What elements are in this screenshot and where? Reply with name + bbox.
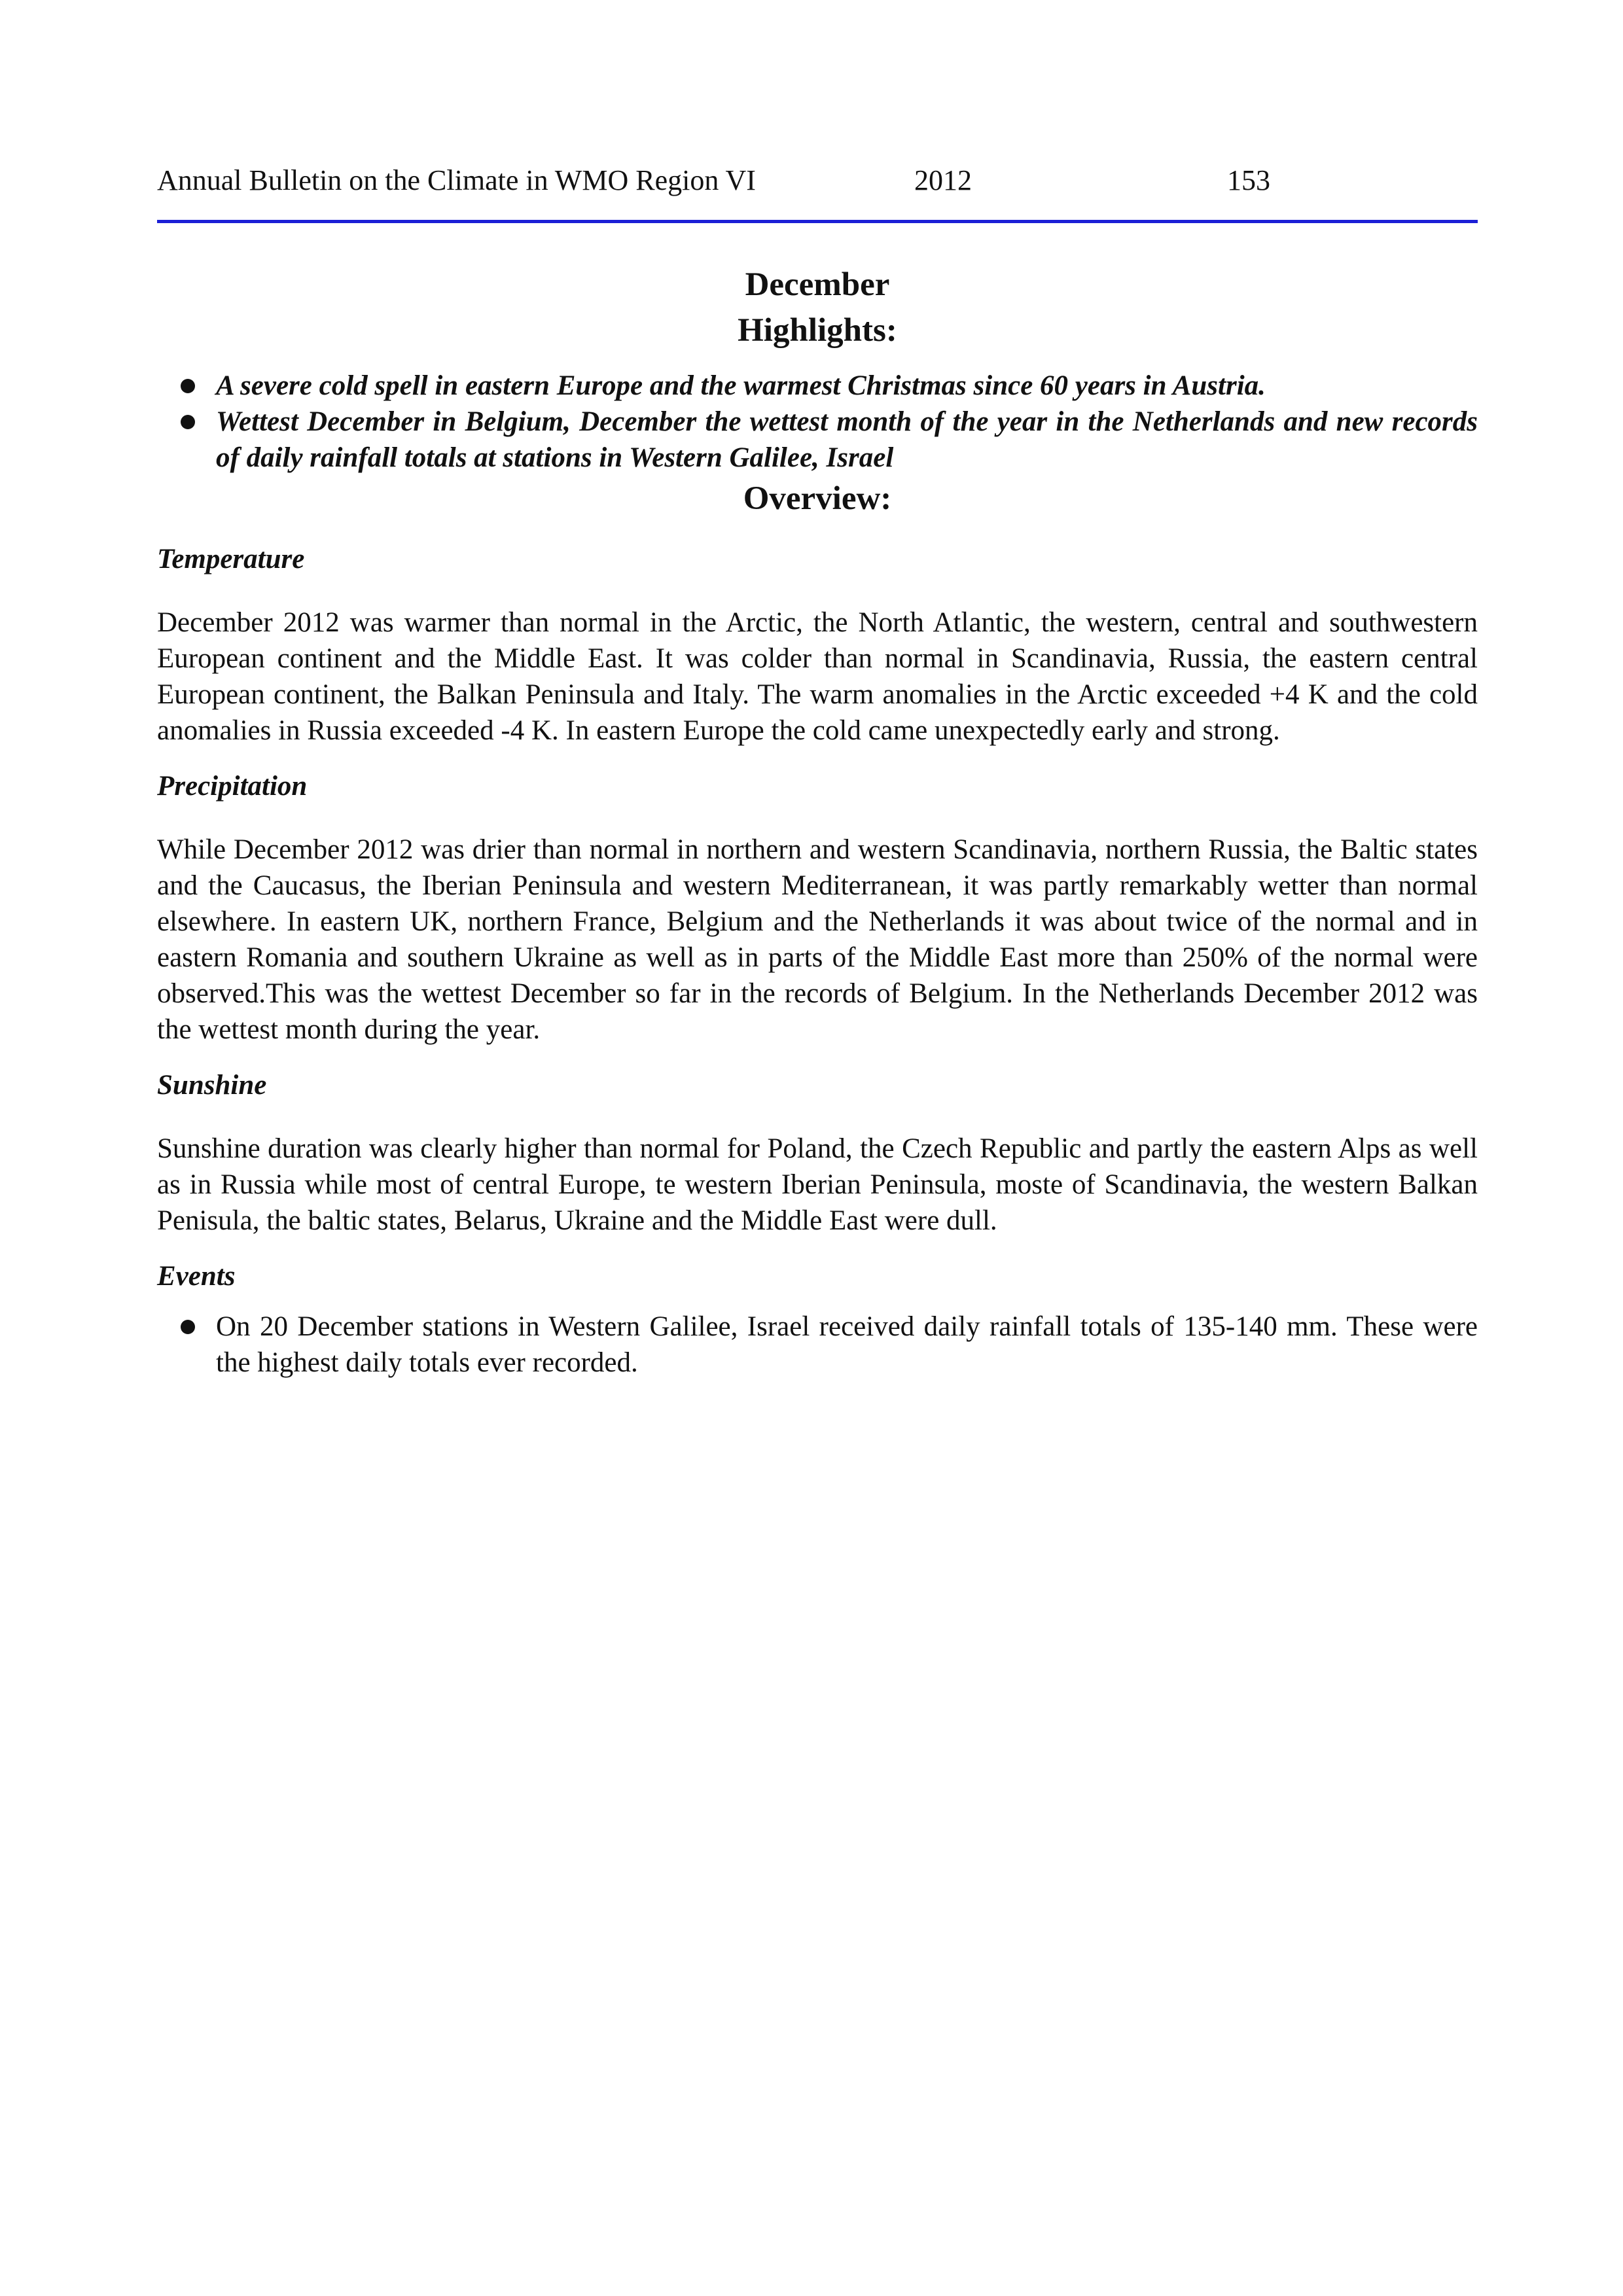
header-rule — [157, 220, 1478, 223]
temperature-paragraph: December 2012 was warmer than normal in the Arctic, the North Atlantic, the western, central and southwestern European continent and the Middle East. It was colder than normal in Scandinavia, Russia, the eastern central European continent, the Balkan Peninsula and Italy. The warm anomalies in the Arctic exceeded +4 K and the cold anomalies in Russia exceeded -4 K. In eastern Europe the cold came unexpectedly early and strong. — [157, 607, 1478, 746]
bullet-icon — [181, 415, 195, 429]
highlights-list — [157, 368, 1478, 476]
temperature-heading: Temperature — [157, 544, 305, 574]
overview-heading: Overview: — [743, 480, 892, 517]
highlight-text: Wettest December in Belgium, December the wettest month of the year in the Netherlands and new records of daily rainfall totals at stations in Western Galilee, Israel — [216, 406, 1478, 473]
sunshine-heading: Sunshine — [157, 1070, 267, 1101]
highlight-item — [157, 368, 1478, 404]
highlights-heading: Highlights: — [738, 312, 897, 349]
page-header — [157, 164, 1478, 203]
precipitation-paragraph: While December 2012 was drier than normal in northern and western Scandinavia, northern Russia, the Baltic states and the Caucasus, the Iberian Peninsula and western Mediterranean, it was partly remarkably wetter than normal elsewhere. In eastern UK, northern France, Belgium and the Netherlands it was about twice of the normal and in eastern Romania and southern Ukraine as well as in parts of the Middle East more than 250% of the normal were observed.This was the wettest December so far in the records of Belgium. In the Netherlands December 2012 was the wettest month during the year. — [157, 834, 1478, 1045]
event-item — [157, 1309, 1478, 1381]
bullet-icon — [181, 1320, 195, 1334]
highlight-text: A severe cold spell in eastern Europe and the warmest Christmas since 60 years in Austria. — [216, 370, 1266, 401]
page-content — [157, 262, 1478, 1381]
page-number: 153 — [1227, 164, 1270, 196]
month-title: December — [745, 266, 890, 303]
bulletin-year: 2012 — [914, 164, 972, 196]
events-list — [157, 1309, 1478, 1381]
events-heading: Events — [157, 1261, 236, 1292]
highlight-item — [157, 404, 1478, 476]
sunshine-paragraph: Sunshine duration was clearly higher than normal for Poland, the Czech Republic and partly the eastern Alps as well as in Russia while most of central Europe, te western Iberian Peninsula, moste of Scandinavia, the western Balkan Penisula, the baltic states, Belarus, Ukraine and the Middle East were dull. — [157, 1133, 1478, 1236]
event-text: On 20 December stations in Western Galilee, Israel received daily rainfall totals of 135-140 mm. These were the highest daily totals ever recorded. — [216, 1311, 1478, 1378]
precipitation-heading: Precipitation — [157, 771, 308, 802]
bullet-icon — [181, 379, 195, 393]
bulletin-title: Annual Bulletin on the Climate in WMO Region VI — [157, 164, 756, 196]
